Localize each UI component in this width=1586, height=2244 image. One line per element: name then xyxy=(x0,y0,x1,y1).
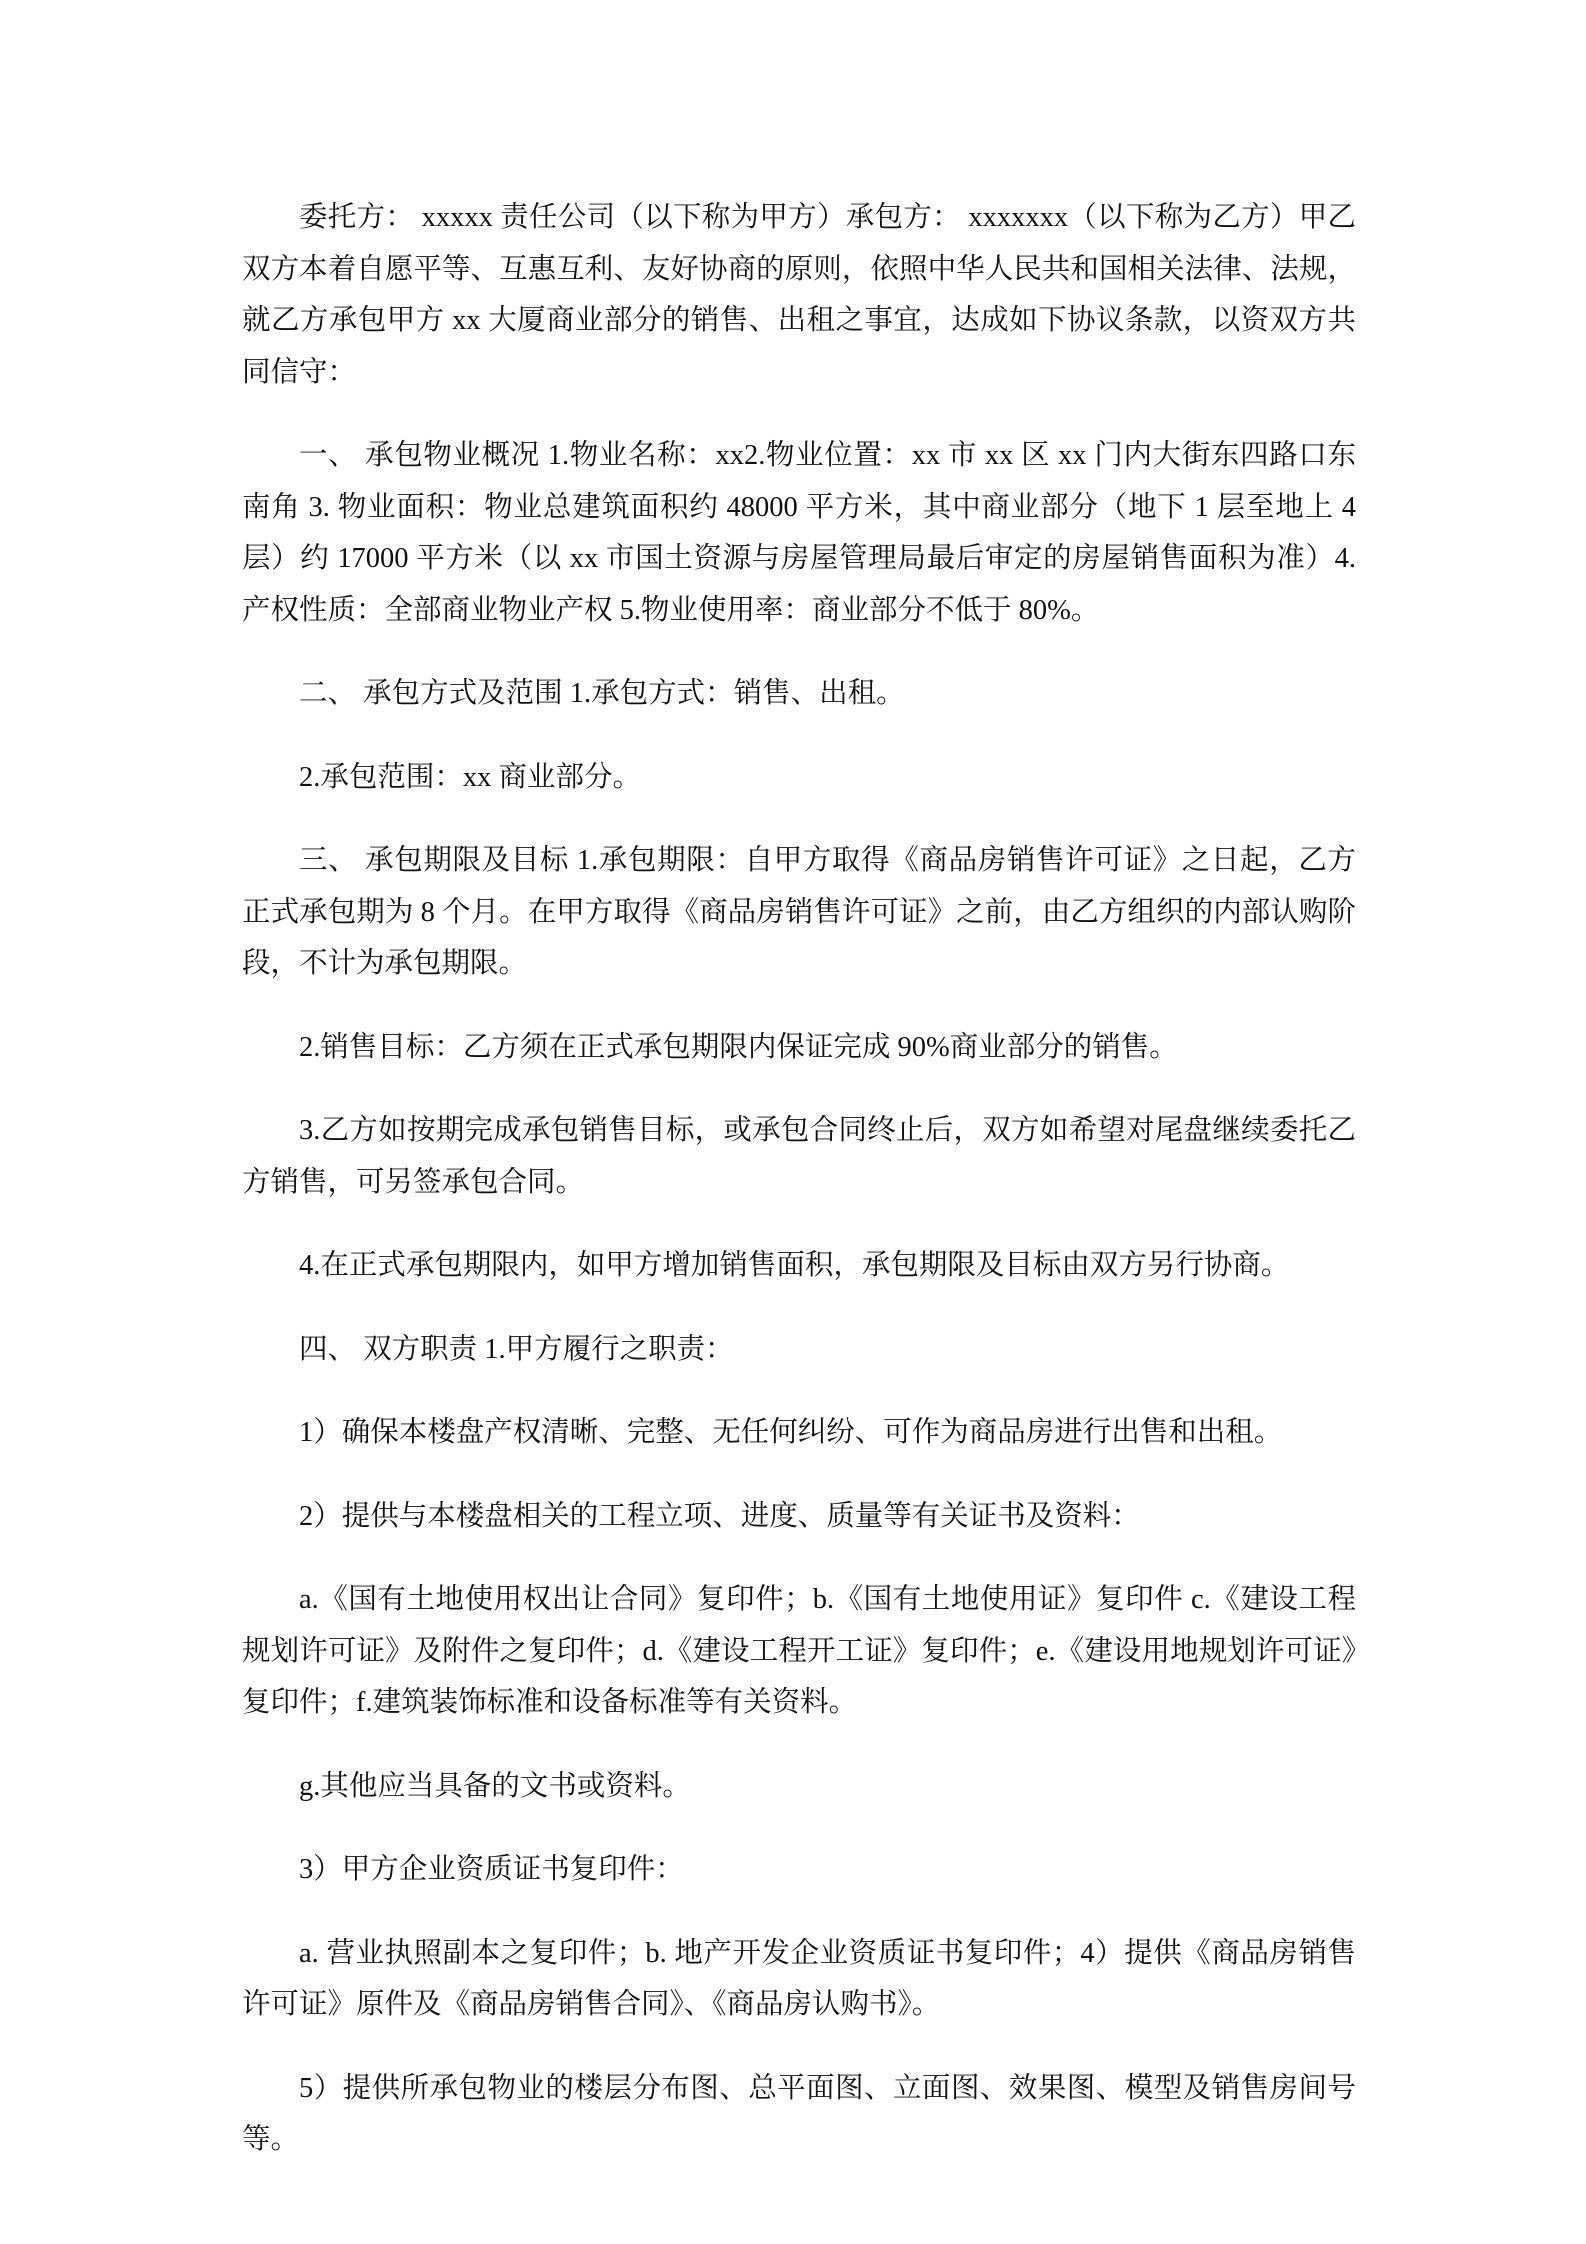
paragraph-sales-target: 2.销售目标：乙方须在正式承包期限内保证完成 90%商业部分的销售。 xyxy=(299,1031,1178,1063)
paragraph-section-4: 四、 双方职责 1.甲方履行之职责： xyxy=(299,1333,734,1365)
paragraph-duty-1: 1）确保本楼盘产权清晰、完整、无任何纠纷、可作为商品房进行出售和出租。 xyxy=(299,1417,1283,1448)
paragraph-duty-2: 2）提供与本楼盘相关的工程立项、进度、质量等有关证书及资料： xyxy=(299,1500,1140,1532)
paragraph-renewal: 3.乙方如按期完成承包销售目标，或承包合同终止后，双方如希望对尾盘继续委托乙方销售，可另签承包合同。 xyxy=(242,1115,1356,1198)
paragraph-duty-5: 5）提供所承包物业的楼层分布图、总平面图、立面图、效果图、模型及销售房间号等。 xyxy=(242,2072,1356,2155)
paragraph-section-3: 三、 承包期限及目标 1.承包期限：自甲方取得《商品房销售许可证》之日起，乙方正式承包期为 8 个月。在甲方取得《商品房销售许可证》之前，由乙方组织的内部认购阶段，不计为承包期限。 xyxy=(242,845,1356,979)
paragraph-documents-list: a.《国有土地使用权出让合同》复印件；b.《国有土地使用证》复印件 c.《建设工程规划许可证》及附件之复印件；d.《建设工程开工证》复印件；e.《建设用地规划许可证》复印件；f.建筑装饰标准和设备标准等有关资料。 xyxy=(242,1584,1356,1718)
paragraph-license-copies: a. 营业执照副本之复印件；b. 地产开发企业资质证书复印件；4）提供《商品房销售许可证》原件及《商品房销售合同》、《商品房认购书》。 xyxy=(242,1937,1356,2020)
document-page xyxy=(242,192,1356,2198)
paragraph-duty-3: 3）甲方企业资质证书复印件： xyxy=(299,1854,684,1885)
paragraph-section-2: 二、 承包方式及范围 1.承包方式：销售、出租。 xyxy=(299,678,905,709)
paragraph-area-increase: 4.在正式承包期限内，如甲方增加销售面积，承包期限及目标由双方另行协商。 xyxy=(299,1250,1290,1281)
paragraph-section-1: 一、 承包物业概况 1.物业名称：xx2.物业位置：xx 市 xx 区 xx 门内大街东四路口东南角 3. 物业面积：物业总建筑面积约 48000 平方米，其中商业部分（地下 1 层至地上 4 层）约 17000 平方米（以 xx 市国土资源与房屋管理局最后审定的房屋销售面积为准）4.产权性质：全部商业物业产权 5.物业使用率：商业部分不低于 80%。 xyxy=(242,440,1356,626)
paragraph-other-documents: g.其他应当具备的文书或资料。 xyxy=(299,1770,691,1802)
paragraph-section-2-scope: 2.承包范围：xx 商业部分。 xyxy=(299,761,642,793)
paragraph-preamble: 委托方： xxxxx 责任公司（以下称为甲方）承包方： xxxxxxx（以下称为乙方）甲乙双方本着自愿平等、互惠互利、友好协商的原则，依照中华人民共和国相关法律、法规，就乙方承包甲方 xx 大厦商业部分的销售、出租之事宜，达成如下协议条款，以资双方共同信守： xyxy=(242,202,1356,388)
